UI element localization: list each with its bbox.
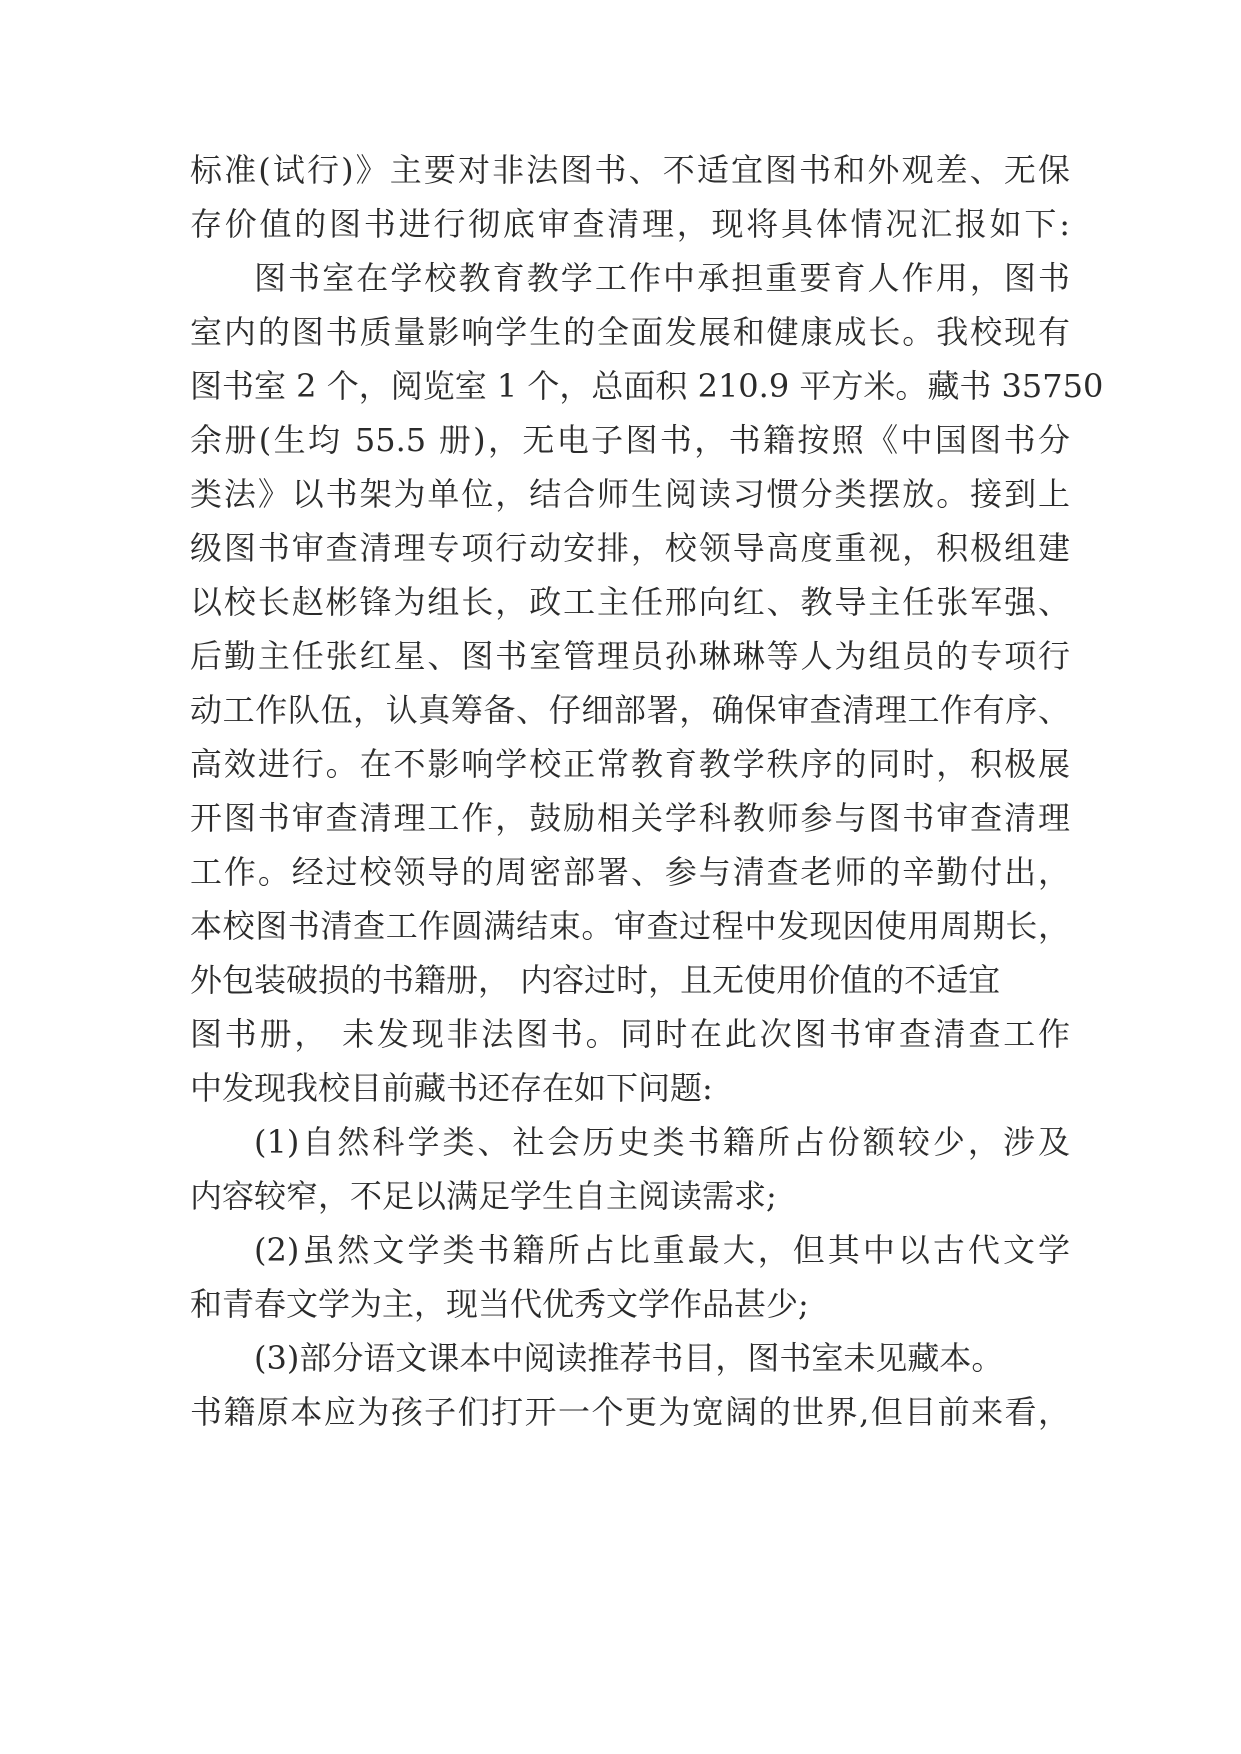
text-line: 室内的图书质量影响学生的全面发展和健康成长。我校现有	[190, 313, 1070, 351]
text-line: 书籍原本应为孩子们打开一个更为宽阔的世界,但目前来看，	[190, 1393, 1070, 1431]
text-line: 本校图书清查工作圆满结束。审查过程中发现因使用周期长，	[190, 907, 1070, 945]
text-line: 类法》以书架为单位，结合师生阅读习惯分类摆放。接到上	[190, 475, 1070, 513]
list-item-3-line: (3)部分语文课本中阅读推荐书目，图书室未见藏本。	[254, 1339, 1004, 1377]
text-line: 动工作队伍，认真筹备、仔细部署，确保审查清理工作有序、	[190, 691, 1070, 729]
text-line: 图书室 2 个，阅览室 1 个，总面积 210.9 平方米。藏书 35750	[190, 367, 1104, 405]
text-line: 图书册， 未发现非法图书。同时在此次图书审查清查工作	[190, 1015, 1070, 1053]
text-line: 余册(生均 55.5 册)，无电子图书，书籍按照《中国图书分	[190, 421, 1070, 459]
text-line: 高效进行。在不影响学校正常教育教学秩序的同时，积极展	[190, 745, 1070, 783]
text-line: 级图书审查清理专项行动安排，校领导高度重视，积极组建	[190, 529, 1070, 567]
text-line: 存价值的图书进行彻底审查清理，现将具体情况汇报如下:	[190, 205, 1070, 243]
text-line: 后勤主任张红星、图书室管理员孙琳琳等人为组员的专项行	[190, 637, 1070, 675]
text-line: 标准(试行)》主要对非法图书、不适宜图书和外观差、无保	[190, 151, 1070, 189]
list-item-2-line: (2)虽然文学类书籍所占比重最大，但其中以古代文学	[254, 1231, 1070, 1269]
list-item-1-line: (1)自然科学类、社会历史类书籍所占份额较少，涉及	[254, 1123, 1070, 1161]
text-line: 外包装破损的书籍册， 内容过时，且无使用价值的不适宜	[190, 961, 1001, 999]
text-line: 开图书审查清理工作，鼓励相关学科教师参与图书审查清理	[190, 799, 1070, 837]
text-line: 工作。经过校领导的周密部署、参与清查老师的辛勤付出，	[190, 853, 1070, 891]
paragraph-start-line: 图书室在学校教育教学工作中承担重要育人作用，图书	[254, 259, 1070, 297]
list-item-2-end-line: 和青春文学为主，现当代优秀文学作品甚少;	[190, 1285, 809, 1323]
list-item-1-end-line: 内容较窄，不足以满足学生自主阅读需求;	[190, 1177, 777, 1215]
paragraph-end-line: 中发现我校目前藏书还存在如下问题:	[190, 1069, 713, 1107]
text-line: 以校长赵彬锋为组长，政工主任邢向红、教导主任张军强、	[190, 583, 1070, 621]
